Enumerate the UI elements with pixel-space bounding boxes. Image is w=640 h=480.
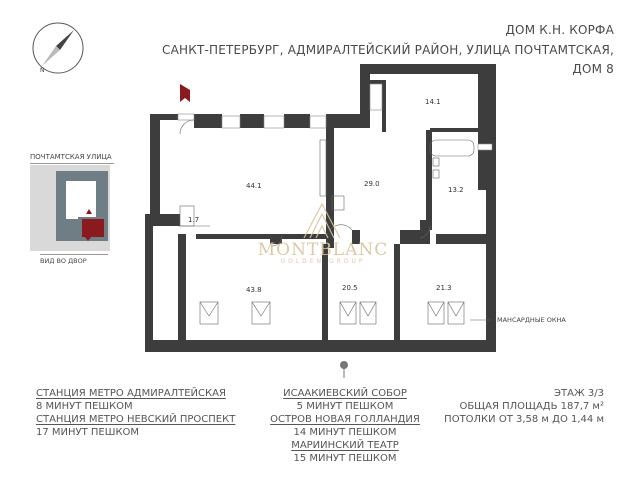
landmark-3: МАРИИНСКИЙ ТЕАТР [291,440,399,451]
metro-station-2: СТАНЦИЯ МЕТРО НЕВСКИЙ ПРОСПЕКТ [36,414,236,425]
attic-window [360,302,376,324]
metro-station-1: СТАНЦИЯ МЕТРО АДМИРАЛТЕЙСКАЯ [36,388,226,399]
room-area-14-1: 14.1 [425,98,441,106]
watermark [248,240,398,265]
total-area: ОБЩАЯ ПЛОЩАДЬ 187,7 м² [459,401,604,412]
landmark-1: ИСААКИЕВСКИЙ СОБОР [283,388,407,399]
minimap-street-label: ПОЧТАМТСКАЯ УЛИЦА [30,153,114,164]
minimap-courtyard-label: ВИД ВО ДВОР [40,254,108,265]
room-area-1-7: 1.7 [188,216,200,224]
landmarks-info [270,387,420,465]
room-area-43-8: 43.8 [246,286,262,294]
metro-info [36,387,235,439]
bathtub-icon [430,140,474,156]
metro-time-2: 17 МИНУТ ПЕШКОМ [36,427,140,438]
attic-window [448,302,464,324]
courtyard-view-icon [340,361,348,369]
watermark-logo-icon [304,204,340,238]
entrance-marker-icon [180,84,190,102]
kitchen-unit [320,140,326,196]
address-house: ДОМ 8 [572,62,614,76]
attic-window [340,302,356,324]
wall-top-right [360,64,492,74]
watermark-sub: GOLDEN GROUP [280,258,366,265]
landmark-time-3: 15 МИНУТ ПЕШКОМ [293,453,397,464]
ceiling-height: ПОТОЛКИ ОТ 3,58 м ДО 1,44 м [444,414,604,425]
wall-left-upper [150,114,160,214]
landmark-time-2: 14 МИНУТ ПЕШКОМ [293,427,397,438]
attic-window [428,302,444,324]
attic-window [252,302,270,324]
watermark-brand: MONTBLANC [257,240,389,260]
compass-north-label: N [40,67,45,74]
floor-level: ЭТАЖ 3/3 [554,388,604,399]
address-line: САНКТ-ПЕТЕРБУРГ, АДМИРАЛТЕЙСКИЙ РАЙОН, УЛИЦА ПОЧТАМТСКАЯ, [162,43,614,57]
attic-windows-label: МАНСАРДНЫЕ ОКНА [497,316,566,324]
building-name: ДОМ К.Н. КОРФА [505,23,614,37]
room-area-20-5: 20.5 [342,284,358,292]
landmark-2: ОСТРОВ НОВАЯ ГОЛЛАНДИЯ [270,414,420,425]
attic-window [200,302,218,324]
metro-time-1: 8 МИНУТ ПЕШКОМ [36,401,133,412]
wall-bottom [145,340,496,352]
room-area-21-3: 21.3 [436,284,452,292]
room-area-44-1: 44.1 [246,182,262,190]
room-area-29-0: 29.0 [364,180,380,188]
landmark-time-1: 5 МИНУТ ПЕШКОМ [296,401,394,412]
room-area-13-2: 13.2 [448,186,464,194]
apartment-info [444,387,604,426]
